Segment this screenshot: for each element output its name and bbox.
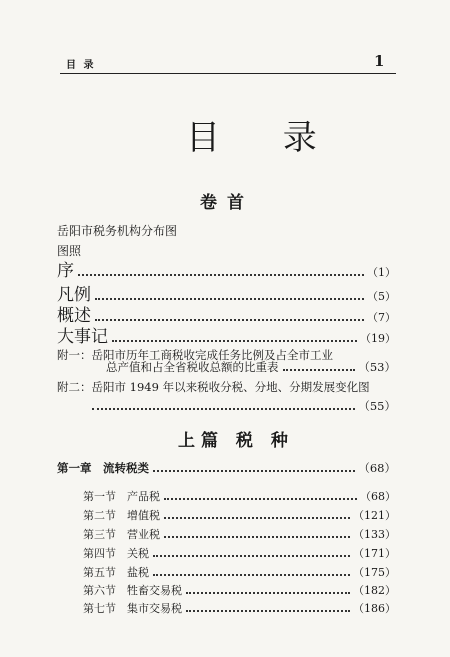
toc-entry-label: 大事记	[57, 327, 108, 347]
appendix1-line1: 附一：岳阳市历年工商税收完成任务比例及占全市工业	[57, 348, 333, 362]
toc-entry-page: （68）	[358, 461, 396, 475]
toc-entry-page: （1）	[367, 266, 396, 279]
toc-entry-page: （53）	[358, 360, 396, 374]
toc-entry-page: （133）	[353, 528, 396, 541]
toc-entry-label: 第一节 产品税	[83, 490, 160, 503]
toc-entry-page: （5）	[367, 290, 396, 303]
leader-dots	[153, 574, 350, 576]
leader-dots	[153, 555, 350, 557]
toc-entry-appendix2[interactable]	[88, 398, 396, 414]
toc-entry-section[interactable]	[83, 582, 396, 598]
leader-dots	[164, 498, 357, 500]
toc-entry-section[interactable]	[83, 545, 396, 561]
toc-entry-chapter1[interactable]	[57, 460, 396, 476]
page-title: 目 录	[186, 118, 343, 158]
toc-entry-label: 第一章 流转税类	[57, 461, 149, 475]
toc-entry-section[interactable]	[83, 564, 396, 580]
leader-dots	[186, 592, 350, 594]
toc-entry-page: （182）	[353, 584, 396, 597]
leader-dots	[95, 319, 364, 321]
toc-entry-page: （7）	[367, 311, 396, 324]
toc-entry-label: 凡例	[57, 285, 91, 305]
leader-dots	[283, 369, 356, 371]
front-section-title: 卷首	[200, 193, 254, 213]
toc-entry-label: 第六节 牲畜交易税	[83, 584, 182, 597]
toc-entry-page: （121）	[353, 509, 396, 522]
toc-entry-label: 第四节 关税	[83, 547, 149, 560]
toc-entry-label: 第三节 营业税	[83, 528, 160, 541]
toc-entry-page: （175）	[353, 566, 396, 579]
appendix2-line1: 附二：岳阳市 1949 年以来税收分税、分地、分期发展变化图	[57, 380, 370, 394]
toc-entry-section[interactable]	[83, 600, 396, 616]
leader-dots	[164, 536, 350, 538]
toc-entry-page: （68）	[360, 490, 396, 503]
leader-dots	[186, 610, 350, 612]
leader-dots	[78, 274, 364, 276]
toc-entry-page: （19）	[360, 332, 396, 345]
header-rule	[60, 73, 396, 74]
toc-entry-section[interactable]	[83, 526, 396, 542]
toc-entry-appendix1[interactable]	[106, 359, 396, 375]
toc-entry-page: （186）	[353, 602, 396, 615]
toc-entry-label: 概述	[57, 306, 91, 326]
toc-entry-page: （55）	[358, 399, 396, 413]
toc-entry-preface[interactable]	[57, 256, 396, 281]
leader-dots	[112, 340, 357, 342]
toc-entry-page: （171）	[353, 547, 396, 560]
toc-entry-label: 序	[57, 261, 74, 281]
toc-entry-section[interactable]	[83, 488, 396, 504]
toc-entry-section[interactable]	[83, 507, 396, 523]
toc-entry-chronicle[interactable]	[57, 322, 396, 347]
toc-entry-label: 总产值和占全省税收总额的比重表	[106, 360, 279, 374]
toc-entry-label: 第二节 增值税	[83, 509, 160, 522]
toc-entry-label: 第五节 盐税	[83, 566, 149, 579]
leader-dots	[153, 470, 355, 472]
plain-item-photos: 图照	[57, 244, 82, 258]
part1-title: 上篇 税 种	[178, 431, 294, 451]
page-number: 1	[374, 52, 385, 70]
running-header-title: 目 录	[66, 60, 96, 71]
leader-dots	[164, 517, 350, 519]
leader-dots	[92, 408, 355, 410]
toc-entry-label: 第七节 集市交易税	[83, 602, 182, 615]
plain-item-map: 岳阳市税务机构分布图	[57, 224, 178, 238]
leader-dots	[95, 298, 364, 300]
